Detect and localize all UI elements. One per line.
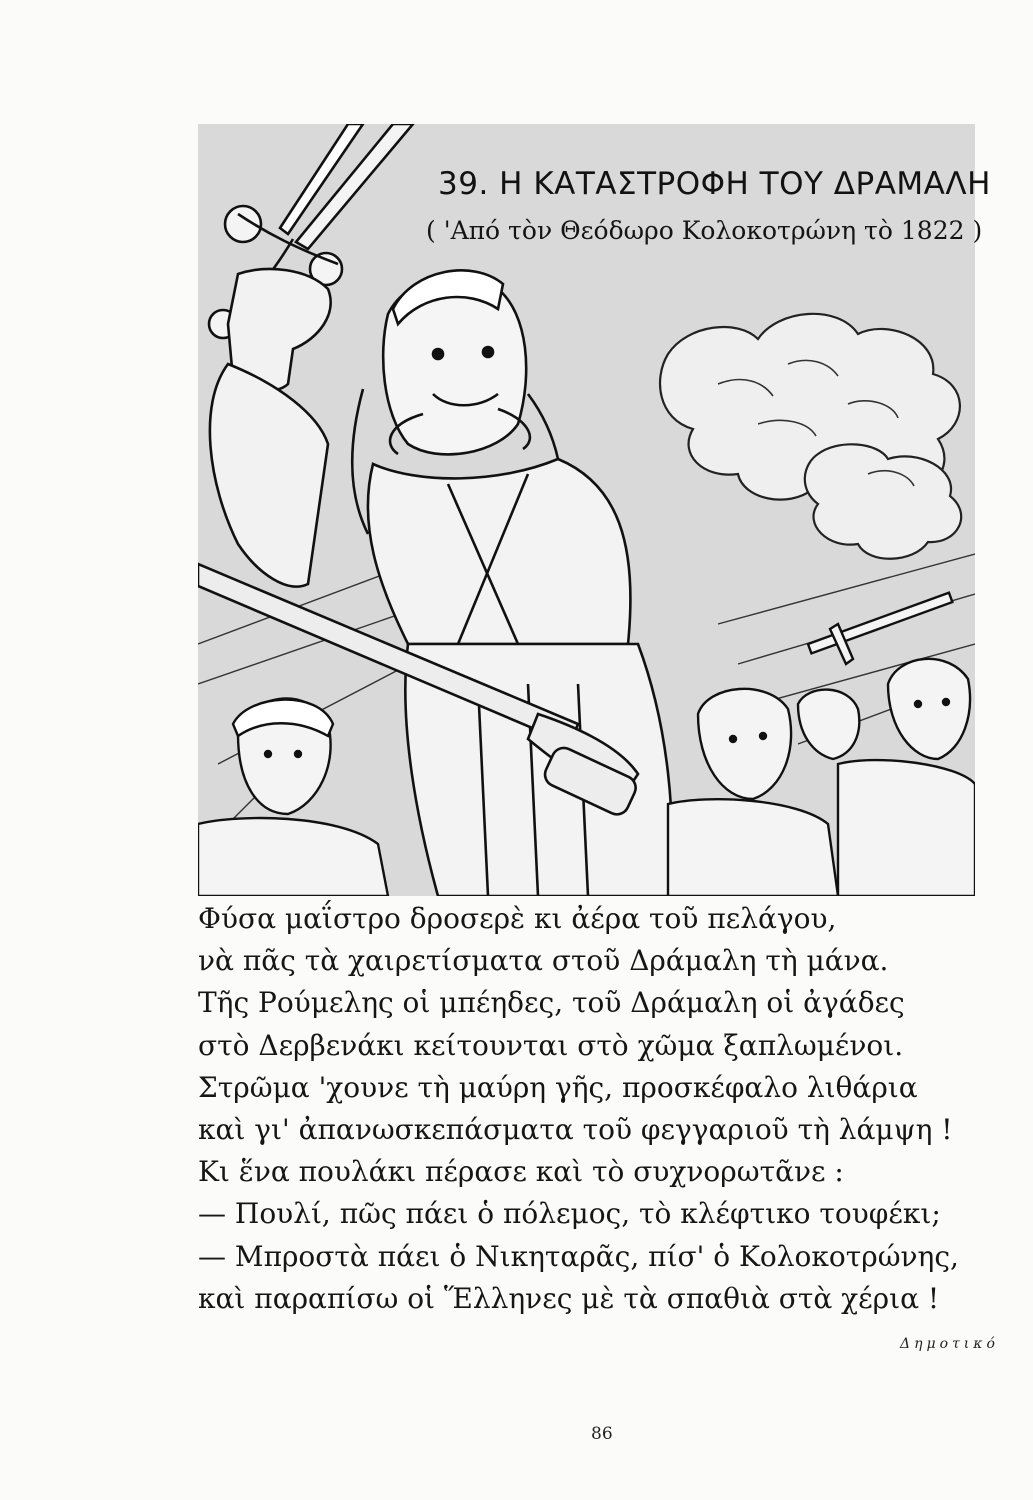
page-title: 39. Η ΚΑΤΑΣΤΡΟΦΗ ΤΟΥ ΔΡΑΜΑΛΗ: [438, 166, 991, 202]
poem-line: Στρῶμα 'χουνε τὴ μαύρη γῆς, προσκέφαλο λιθάρια: [198, 1070, 918, 1104]
page-subtitle: ( 'Από τὸν Θεόδωρο Κολοκοτρώνη τὸ 1822 ): [426, 216, 983, 245]
poem-line: Τῆς Ρούμελης οἱ μπέηδες, τοῦ Δράμαλη οἱ ἀγάδες: [198, 986, 905, 1020]
poem-attribution: Δημοτικό: [900, 1336, 999, 1352]
poem: [198, 898, 998, 1320]
poem-line: — Πουλί, πῶς πάει ὁ πόλεμος, τὸ κλέφτικο τουφέκι;: [198, 1197, 941, 1231]
poem-line: Κι ἕνα πουλάκι πέρασε καὶ τὸ συχνορωτᾶνε :: [198, 1155, 844, 1189]
page-number: 86: [591, 1424, 613, 1444]
poem-line: καὶ παραπίσω οἱ Ἕλληνες μὲ τὰ σπαθιὰ στὰ χέρια !: [198, 1281, 940, 1315]
poem-line: καὶ γι' ἀπανωσκεπάσματα τοῦ φεγγαριοῦ τὴ λάμψη !: [198, 1112, 953, 1146]
poem-line: στὸ Δερβενάκι κείτουνται στὸ χῶμα ξαπλωμένοι.: [198, 1028, 904, 1062]
poem-line: Φύσα μαΐστρο δροσερὲ κι ἀέρα τοῦ πελάγου,: [198, 902, 837, 935]
poem-line: νὰ πᾶς τὰ χαιρετίσματα στοῦ Δράμαλη τὴ μάνα.: [198, 944, 889, 978]
poem-line: — Μπροστὰ πάει ὁ Νικηταρᾶς, πίσ' ὁ Κολοκοτρώνης,: [198, 1239, 959, 1273]
